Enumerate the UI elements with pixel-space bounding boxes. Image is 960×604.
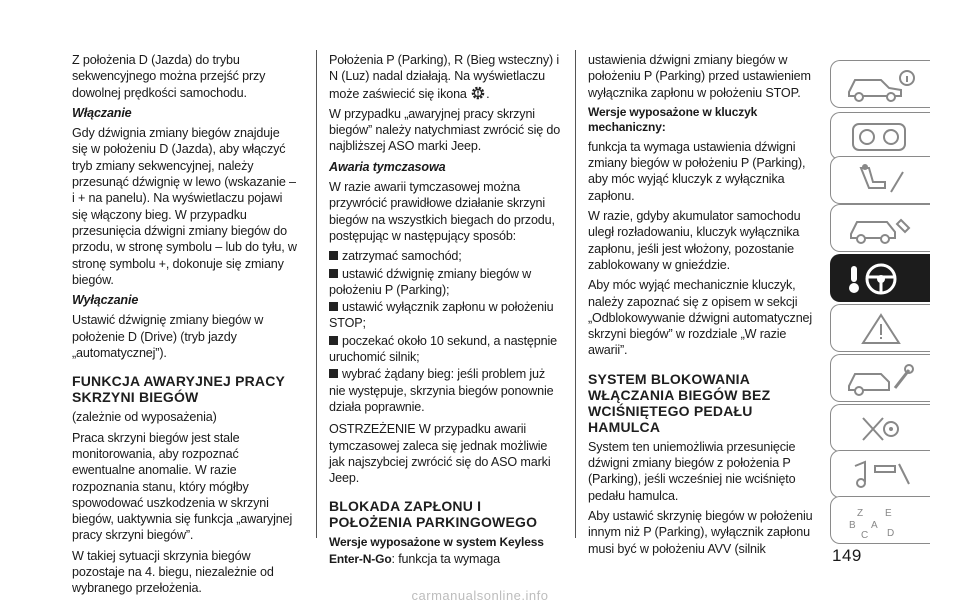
paragraph: W razie, gdyby akumulator samochodu uległ rozładowaniu, kluczyk wyłącznika zapłonu, jeśli jest włożony, pozostanie zablokowany w gnieździe. bbox=[588, 209, 801, 272]
section-heading: BLOKADA ZAPŁONU I POŁOŻENIA PARKINGOWEGO bbox=[329, 498, 538, 531]
bullet-square-icon bbox=[329, 302, 338, 311]
list-item-text: zatrzymać samochód; bbox=[342, 249, 462, 264]
list-item-text: wybrać żądany bieg: jeśli problem już nie występuje, skrzynia biegów ponownie działa poprawnie. bbox=[329, 367, 554, 414]
paragraph: OSTRZEŻENIE W przypadku awarii tymczasowej zaleca się jednak możliwie jak najszybciej zwrócić się do ASO marki Jeep. bbox=[329, 422, 551, 486]
tab-emergency[interactable] bbox=[830, 304, 930, 352]
dashboard-icon bbox=[841, 118, 921, 156]
tab-service[interactable] bbox=[830, 354, 930, 402]
tab-car-info[interactable] bbox=[830, 60, 930, 108]
paragraph: Gdy dźwignia zmiany biegów znajduje się w położeniu D (Jazda), aby włączyć tryb zmiany sekwencyjnej, należy przesunąć dźwignię w lewo (wskazanie – i + na panelu). Na wyświetlaczu pojawi się włączony bieg. W przypadku przesunięcia dźwigni zmiany biegów do przodu, w stronę symbolu – lub do tyłu, w stronę symbolu +, dokonuje się zmiany biegów. bbox=[72, 126, 297, 287]
tab-multimedia[interactable] bbox=[830, 450, 930, 498]
car-key-icon bbox=[841, 210, 921, 248]
paragraph-end: . bbox=[486, 86, 490, 101]
tab-index[interactable] bbox=[830, 496, 930, 544]
paragraph: (zależnie od wyposażenia) bbox=[72, 410, 217, 425]
bullet-square-icon bbox=[329, 336, 338, 345]
tech-data-icon bbox=[841, 410, 921, 448]
tab-starting-driving[interactable] bbox=[830, 204, 930, 252]
list-item bbox=[329, 248, 562, 264]
tab-safety[interactable] bbox=[830, 156, 930, 204]
paragraph: Ustawić dźwignię zmiany biegów w położenie D (Drive) (tryb jazdy „automatycznej”). bbox=[72, 313, 264, 361]
safety-icon bbox=[841, 162, 921, 200]
tab-dashboard[interactable] bbox=[830, 112, 930, 160]
column-2 bbox=[329, 52, 562, 571]
column-1 bbox=[72, 52, 297, 601]
column-divider bbox=[316, 50, 317, 538]
paragraph: funkcja ta wymaga ustawienia dźwigni zmiany biegów w położeniu P (Parking), aby móc wyjąć kluczyk z wyłącznika zapłonu. bbox=[588, 139, 806, 203]
bold-lead: Wersje wyposażone w system Keyless Enter-N-Go bbox=[329, 535, 544, 566]
car-service-icon bbox=[841, 360, 921, 398]
bullet-square-icon bbox=[329, 269, 338, 278]
column-divider bbox=[575, 50, 576, 538]
paragraph: Aby ustawić skrzynię biegów w położeniu innym niż P (Parking), wyłącznik zapłonu musi być w położeniu AVV (silnik bbox=[588, 508, 813, 556]
svg-text:A: A bbox=[871, 520, 878, 531]
subheading-wylaczanie: Wyłączanie bbox=[72, 293, 139, 308]
paragraph: W przypadku „awaryjnej pracy skrzyni biegów” należy natychmiast zwrócić się do najbliższej ASO marki Jeep. bbox=[329, 106, 561, 154]
section-heading: SYSTEM BLOKOWANIA WŁĄCZANIA BIEGÓW BEZ WCIŚNIĘTEGO PEDAŁU HAMULCA bbox=[588, 370, 771, 435]
paragraph bbox=[329, 52, 562, 102]
list-item bbox=[329, 333, 562, 366]
car-info-icon bbox=[841, 66, 921, 104]
paragraph: Aby móc wyjąć mechanicznie kluczyk, należy zapoznać się z opisem w sekcji „Odblokowywanie dźwigni automatycznej skrzyni biegów” w rozdziale „W razie awarii”. bbox=[588, 278, 813, 358]
list-item-text: poczekać około 10 sekund, a następnie uruchomić silnik; bbox=[329, 333, 557, 365]
paragraph: W takiej sytuacji skrzynia biegów pozostaje na 4. biegu, niezależnie od wybranego przełożenia. bbox=[72, 548, 274, 596]
paragraph: Z położenia D (Jazda) do trybu sekwencyjnego można przejść przy dowolnej prędkości samochodu. bbox=[72, 53, 266, 100]
svg-text:D: D bbox=[887, 528, 895, 539]
bullet-square-icon bbox=[329, 369, 338, 378]
svg-text:Z: Z bbox=[857, 508, 864, 519]
paragraph: ustawienia dźwigni zmiany biegów w położeniu P (Parking) przed ustawieniem wyłącznika zapłonu w położeniu STOP. bbox=[588, 53, 811, 100]
bullet-square-icon bbox=[329, 251, 338, 260]
paragraph-text: : funkcja ta wymaga bbox=[391, 551, 500, 566]
paragraph: Praca skrzyni biegów jest stale monitorowania, aby rozpoznać ewentualne anomalie. W razie rozpoznania stanu, który mógłby spowodować uszkodzenia w skrzyni biegów, uaktywnia się funkcja „awaryjnej pracy skrzyni biegów”. bbox=[72, 430, 293, 543]
list-item bbox=[329, 266, 562, 299]
tab-key-steering[interactable] bbox=[830, 254, 930, 302]
svg-text:B: B bbox=[849, 520, 856, 531]
list-item bbox=[329, 299, 562, 332]
page-number: 149 bbox=[832, 546, 862, 565]
paragraph: System ten uniemożliwia przesunięcie dźwigni zmiany biegów z położenia P (Parking), jeśli wcześniej nie wciśnięto pedału hamulca. bbox=[588, 439, 796, 503]
tab-tech-data[interactable] bbox=[830, 404, 930, 452]
paragraph: W razie awarii tymczasowej można przywrócić prawidłowe działanie skrzyni biegów na wszystkich biegach do przodu, postępując w następujący sposób: bbox=[329, 180, 555, 243]
index-icon bbox=[841, 502, 921, 540]
section-heading: FUNKCJA AWARYJNEJ PRACY SKRZYNI BIEGÓW bbox=[72, 373, 285, 406]
bold-subheading: Wersje wyposażone w kluczyk mechaniczny: bbox=[588, 104, 758, 134]
subheading-wlaczanie: Włączanie bbox=[72, 105, 132, 120]
multimedia-icon bbox=[841, 456, 921, 494]
list-item-text: ustawić wyłącznik zapłonu w położeniu STOP; bbox=[329, 300, 554, 331]
gear-warning-icon bbox=[470, 85, 486, 101]
svg-text:E: E bbox=[885, 508, 892, 519]
paragraph bbox=[329, 534, 562, 567]
key-steering-icon bbox=[841, 260, 921, 298]
paragraph-text: Położenia P (Parking), R (Bieg wsteczny) i N (Luz) nadal działają. Na wyświetlaczu może zaświecić się ikona bbox=[329, 53, 560, 101]
column-3 bbox=[588, 52, 820, 561]
warning-icon bbox=[841, 310, 921, 348]
svg-text:C: C bbox=[861, 530, 869, 540]
footer-watermark: carmanualsonline.info bbox=[411, 588, 549, 603]
list-item bbox=[329, 366, 562, 415]
list-item-text: ustawić dźwignię zmiany biegów w położeniu P (Parking); bbox=[329, 266, 532, 297]
subheading-awaria: Awaria tymczasowa bbox=[329, 159, 446, 174]
